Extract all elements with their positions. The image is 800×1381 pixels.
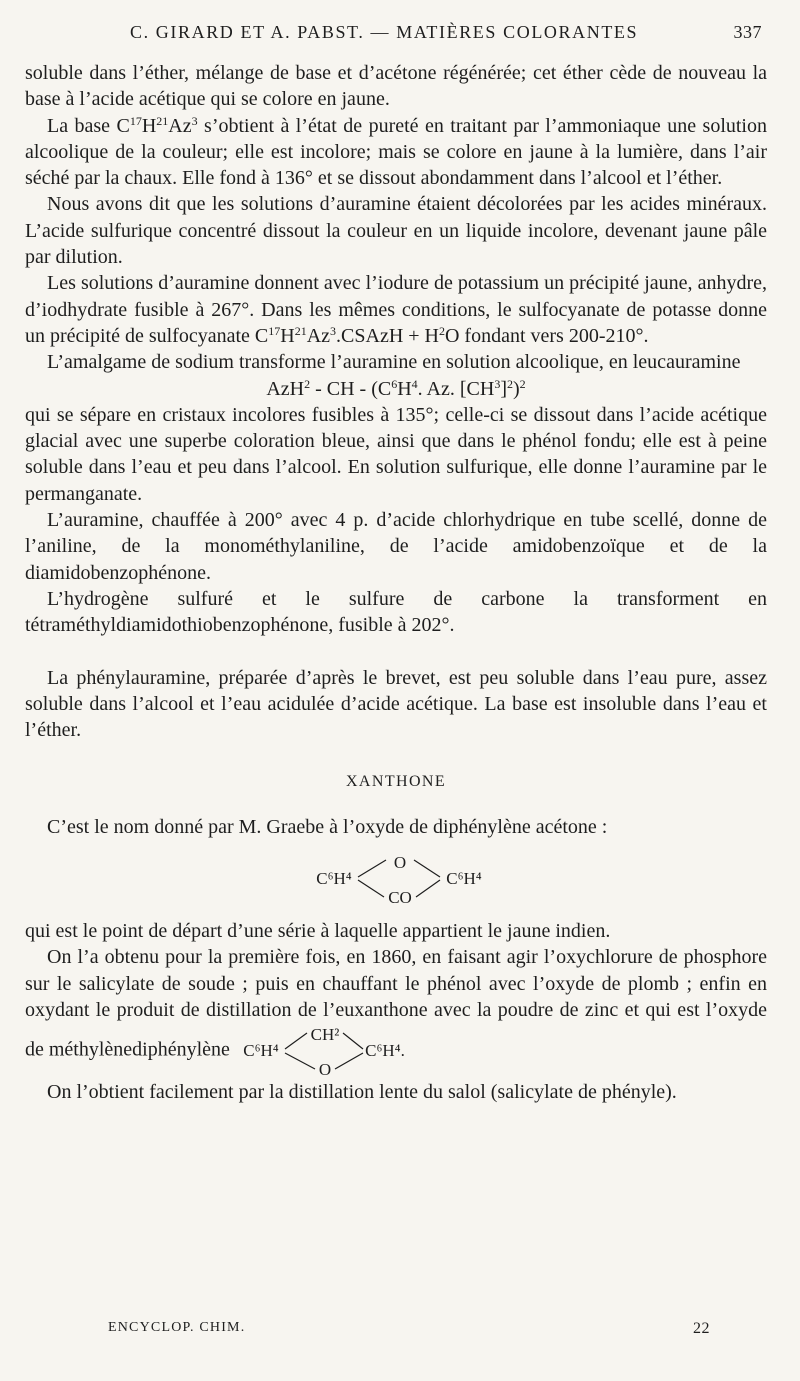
text-run: La base C xyxy=(47,114,130,137)
paragraph-13: On l’obtient facilement par la distillation lente du salol (salicylate de phényle). xyxy=(47,1081,677,1104)
superscript: 3 xyxy=(191,113,198,128)
bond-line xyxy=(416,880,440,897)
text-run: ] xyxy=(500,377,507,400)
formula-top: O xyxy=(393,853,407,873)
page-number: 337 xyxy=(733,22,762,42)
paragraph-4 xyxy=(25,270,767,349)
paragraph-12 xyxy=(25,944,767,1079)
superscript: 2 xyxy=(507,376,513,391)
superscript: 3 xyxy=(330,323,337,338)
superscript: 2 xyxy=(438,323,445,338)
paragraph-3: Nous avons dit que les solutions d’auramine étaient décolorées par les acides minéraux. L’acide sulfurique concentré dissout la couleur en un liquide incolore, devenant jaune pâle par dilution. xyxy=(25,193,767,269)
formula-bottom: O xyxy=(318,1060,332,1080)
formula-leucauramine xyxy=(25,376,767,402)
text-run: Les solutions d’auramine donnent avec l’iodure de potassium un précipité jaune, anhydre, d’iodhydrate fusible à 267°. Dans les mêmes conditions, le sulfocyanate de potasse donne un précipité de sulfocyanate C xyxy=(25,272,767,347)
formula-xanthone xyxy=(25,850,767,908)
paragraph-5: L’amalgame de sodium transforme l’auramine en solution alcoolique, en leucauramine xyxy=(47,351,741,374)
methylene-structure xyxy=(235,1023,415,1079)
text-run: - CH - (C xyxy=(310,377,392,400)
superscript: 2 xyxy=(519,376,526,391)
text-run: AzH xyxy=(266,377,305,400)
paragraph-6: qui se sépare en cristaux incolores fusibles à 135°; celle-ci se dissout dans l’acide acétique glacial avec une superbe coloration bleue, ainsi que dans le phénol fondu; elle est à peine soluble dans l’eau et peu dans l’alcool. En solution sulfurique, elle donne l’auramine par le permanganate. xyxy=(25,403,767,505)
formula-right: C⁶H⁴ xyxy=(446,869,482,889)
running-title: C. GIRARD ET A. PABST. — MATIÈRES COLORANTES xyxy=(130,22,639,42)
paragraph-8: L’hydrogène sulfuré et le sulfure de carbone la transforment en tétraméthyldiamidothiobenzophénone, fusible à 202°. xyxy=(25,587,767,637)
text-run: On l’a obtenu pour la première fois, en 1860, en faisant agir l’oxychlorure de phosphore sur le salicylate de soude ; puis en chauffant le phénol avec l’oxyde de plomb ; enfin en oxydant le produit de distillation de l’euxanthone avec la poudre de zinc et qui est l’oxyde de méthylènediphénylène xyxy=(25,946,767,1061)
text-run: Az xyxy=(168,114,192,137)
superscript: 17 xyxy=(129,113,142,128)
formula-left: C⁶H⁴ xyxy=(316,869,352,889)
formula-top: CH² xyxy=(310,1025,340,1045)
superscript: 4 xyxy=(411,376,418,391)
text-run: s’obtient à l’état de pureté en traitant par l’ammoniaque une solution alcoolique de la couleur; elle est incolore; mais se colore en jaune à la lumière, dans l’air séché par la chaux. Elle fond à 136° et se dissout abondamment dans l’alcool et l’éther. xyxy=(25,114,767,190)
text-run: . Az. [CH xyxy=(417,377,495,400)
bond-line xyxy=(358,880,384,897)
signature-mark: 22 xyxy=(693,1320,710,1337)
bond-line xyxy=(414,860,440,877)
bond-line xyxy=(358,860,386,877)
superscript: 6 xyxy=(391,376,398,391)
text-run: O fondant vers 200-210°. xyxy=(444,324,649,347)
formula-right: C⁶H⁴. xyxy=(365,1041,405,1061)
xanthone-structure xyxy=(296,850,496,908)
superscript: 21 xyxy=(294,323,307,338)
text-run: H xyxy=(397,377,412,400)
xanthone-svg xyxy=(296,850,496,908)
bond-line xyxy=(335,1053,363,1069)
bond-line xyxy=(343,1033,363,1049)
paragraph-7: L’auramine, chauffée à 200° avec 4 p. d’acide chlorhydrique en tube scellé, donne de l’aniline, de la monométhylaniline, de l’acide amidobenzoïque et de la diamidobenzophénone. xyxy=(25,509,767,584)
paragraph-1: soluble dans l’éther, mélange de base et d’acétone régénérée; cet éther cède de nouveau la base à l’acide acétique qui se colore en jaune. xyxy=(25,62,767,111)
bond-line xyxy=(285,1033,307,1049)
page-body xyxy=(25,60,767,1106)
superscript: 3 xyxy=(494,376,501,391)
superscript: 17 xyxy=(268,323,281,338)
text-run: ) xyxy=(513,377,520,400)
paragraph-11: qui est le point de départ d’une série à laquelle appartient le jaune indien. xyxy=(25,920,611,943)
bond-line xyxy=(285,1053,315,1069)
formula-left: C⁶H⁴ xyxy=(243,1041,279,1061)
page-footer xyxy=(108,1320,710,1336)
methylene-svg xyxy=(235,1023,415,1079)
superscript: 2 xyxy=(304,376,311,391)
section-heading: XANTHONE xyxy=(345,773,447,791)
paragraph-9: La phénylauramine, préparée d’après le brevet, est peu soluble dans l’eau pure, assez soluble dans l’alcool et l’eau acidulée d’acide acétique. La base est insoluble dans l’eau et l’éther. xyxy=(25,666,767,742)
footer-label: ENCYCLOP. CHIM. xyxy=(108,1320,246,1335)
formula-bottom: CO xyxy=(388,888,412,908)
text-run: H xyxy=(141,114,157,137)
superscript: 21 xyxy=(156,113,169,128)
text-run: Az xyxy=(306,324,331,347)
text-run: .CSAzH + H xyxy=(336,324,439,347)
paragraph-10: C’est le nom donné par M. Graebe à l’oxyde de diphénylène acétone : xyxy=(47,815,608,838)
paragraph-2 xyxy=(25,113,767,192)
text-run: H xyxy=(280,324,295,347)
